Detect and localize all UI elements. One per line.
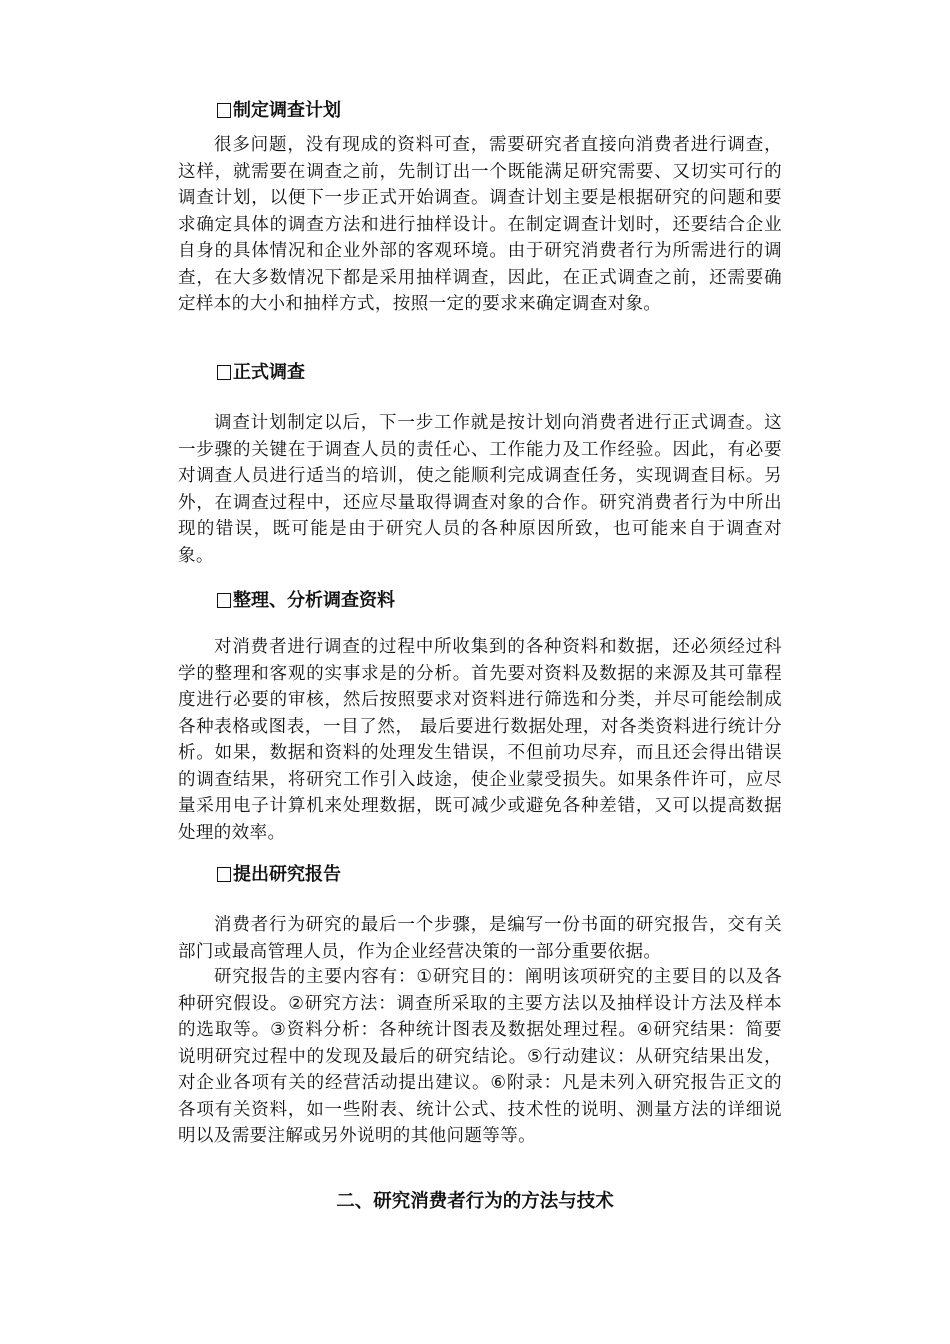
checkbox-icon — [217, 103, 231, 118]
heading-research-report: 提出研究报告 — [217, 862, 341, 888]
checkbox-icon — [217, 593, 231, 608]
heading-formal-survey: 正式调查 — [217, 360, 305, 386]
paragraph-analyze-data: 对消费者进行调查的过程中所收集到的各种资料和数据，还必须经过科学的整理和客观的实事求是的分析。首先要对资料及数据的来源及其可靠程度进行必要的审核，然后按照要求对资料进行筛选和分类，并尽可能绘制成各种表格或图表，一目了然， 最后要进行数据处理，对各类资料进行统计分析。如果，数据和资料的处理发生错误，不但前功尽弃，而且还会得出错误的调查结果，将研究工作引入歧途，使企业蒙受损失。如果条件许可，应尽量采用电子计算机来处理数据，既可减少或避免各种差错，又可以提高数据处理的效率。 — [178, 637, 782, 843]
paragraph-research-report-1: 消费者行为研究的最后一个步骤，是编写一份书面的研究报告，交有关部门或最高管理人员，作为企业经营决策的一部分重要依据。 — [178, 915, 782, 962]
paragraph-formal-survey: 调查计划制定以后，下一步工作就是按计划向消费者进行正式调查。这一步骤的关键在于调查人员的责任心、工作能力及工作经验。因此，有必要对调查人员进行适当的培训，使之能顺利完成调查任务，实现调查目标。另外，在调查过程中，还应尽量取得调查对象的合作。研究消费者行为中所出现的错误，既可能是由于研究人员的各种原因所致，也可能来自于调查对象。 — [178, 413, 782, 566]
checkbox-icon — [217, 867, 231, 882]
heading-survey-plan: 制定调查计划 — [217, 98, 341, 124]
section-title: 二、研究消费者行为的方法与技术 — [336, 1191, 614, 1212]
paragraph-survey-plan: 很多问题，没有现成的资料可查，需要研究者直接向消费者进行调查，这样，就需要在调查之前，先制订出一个既能满足研究需要、又切实可行的调查计划，以便下一步正式开始调查。调查计划主要是根据研究的问题和要求确定具体的调查方法和进行抽样设计。在制定调查计划时，还要结合企业自身的具体情况和企业外部的客观环境。由于研究消费者行为所需进行的调查，在大多数情况下都是采用抽样调查，因此，在正式调查之前，还需要确定样本的大小和抽样方式，按照一定的要求来确定调查对象。 — [178, 135, 782, 314]
heading-analyze-data: 整理、分析调查资料 — [217, 588, 395, 614]
checkbox-icon — [217, 365, 231, 380]
paragraph-research-report-2: 研究报告的主要内容有：①研究目的：阐明该项研究的主要目的以及各种研究假设。②研究方法：调查所采取的主要方法以及抽样设计方法及样本的选取等。③资料分析：各种统计图表及数据处理过程。④研究结果：简要说明研究过程中的发现及最后的研究结论。⑤行动建议：从研究结果出发，对企业各项有关的经营活动提出建议。⑥附录：凡是未列入研究报告正文的各项有关资料，如一些附表、统计公式、技术性的说明、测量方法的详细说明以及需要注解或另外说明的其他问题等等。 — [178, 967, 782, 1146]
